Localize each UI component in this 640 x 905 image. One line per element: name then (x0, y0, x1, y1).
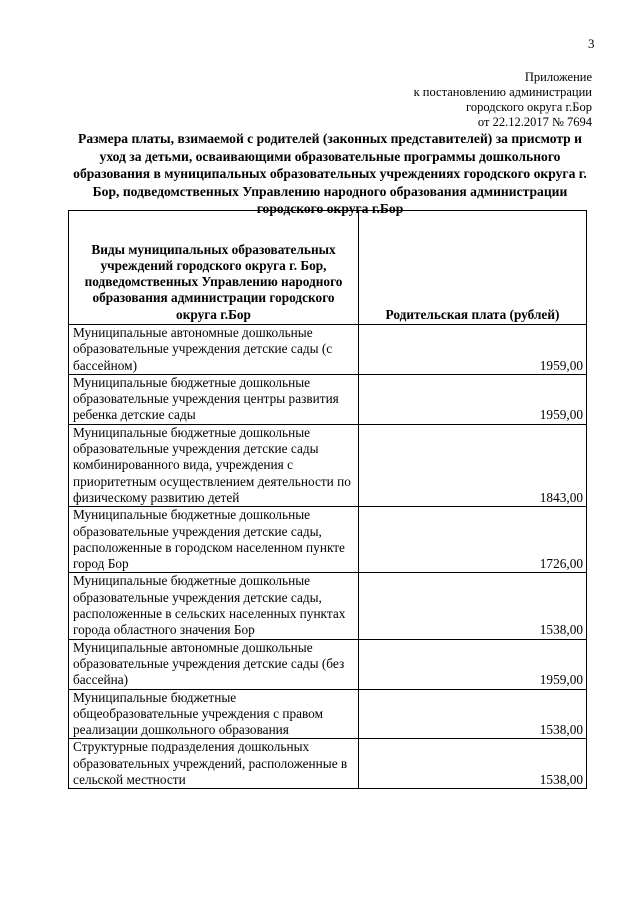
appendix-block (414, 70, 592, 130)
table-row (69, 325, 587, 375)
table-row (69, 374, 587, 424)
fee-cell: 1959,00 (359, 325, 587, 375)
table-row (69, 689, 587, 739)
fee-cell: 1538,00 (359, 573, 587, 639)
table-header-row (69, 211, 587, 325)
header-parental-fee: Родительская плата (рублей) (359, 211, 587, 325)
table-row (69, 507, 587, 573)
institution-type-cell: Муниципальные автономные дошкольные образовательные учреждения детские сады (с бассейном) (69, 325, 359, 375)
table-row (69, 639, 587, 689)
institution-type-cell: Муниципальные бюджетные дошкольные образовательные учреждения детские сады, расположенные в городском населенном пункте город Бор (69, 507, 359, 573)
institution-type-cell: Муниципальные бюджетные дошкольные образовательные учреждения детские сады комбинированного вида, учреждения с приоритетным осуществлением деятельности по физическому развитию детей (69, 424, 359, 506)
appendix-line-3: городского округа г.Бор (466, 100, 592, 114)
fee-cell: 1959,00 (359, 374, 587, 424)
table-row (69, 424, 587, 506)
institution-type-cell: Муниципальные бюджетные общеобразовательные учреждения с правом реализации дошкольного образования (69, 689, 359, 739)
fee-cell: 1538,00 (359, 689, 587, 739)
appendix-line-2: к постановлению администрации (413, 85, 592, 99)
appendix-line-4: от 22.12.2017 № 7694 (477, 115, 592, 129)
appendix-line-1: Приложение (524, 70, 592, 84)
fee-cell: 1726,00 (359, 507, 587, 573)
document-title: Размера платы, взимаемой с родителей (законных представителей) за присмотр и уход за детьми, осваивающими образовательные программы дошкольного образования в муниципальных образовательных учреждениях городского округа г. Бор, подведомственных Управлению народного образования администрации городского округа г.Бор (73, 131, 587, 216)
institution-type-cell: Муниципальные бюджетные дошкольные образовательные учреждения детские сады, расположенные в сельских населенных пунктах города областного значения Бор (69, 573, 359, 639)
fee-table (68, 210, 587, 789)
page-number: 3 (588, 36, 595, 51)
header-institution-type: Виды муниципальных образовательных учреждений городского округа г. Бор, подведомственных Управлению народного образования администрации городского округа г.Бор (69, 211, 359, 325)
table-row (69, 739, 587, 789)
institution-type-cell: Муниципальные бюджетные дошкольные образовательные учреждения центры развития ребенка детские сады (69, 374, 359, 424)
fee-cell: 1538,00 (359, 739, 587, 789)
institution-type-cell: Структурные подразделения дошкольных образовательных учреждений, расположенные в сельской местности (69, 739, 359, 789)
fee-cell: 1959,00 (359, 639, 587, 689)
institution-type-cell: Муниципальные автономные дошкольные образовательные учреждения детские сады (без бассейна) (69, 639, 359, 689)
fee-cell: 1843,00 (359, 424, 587, 506)
table-row (69, 573, 587, 639)
